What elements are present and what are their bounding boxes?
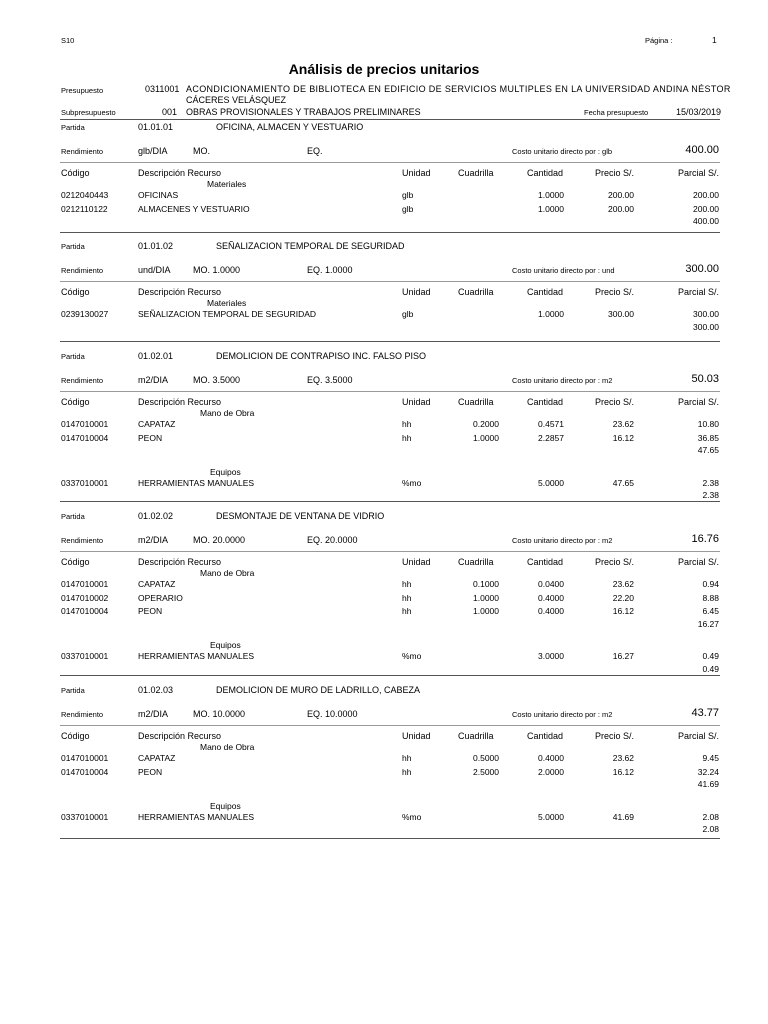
resource-description: OPERARIO — [138, 592, 183, 603]
mano-obra-rendimiento: MO. — [193, 146, 210, 156]
resource-parcial: 0.49 — [702, 651, 719, 661]
equipo-rendimiento: EQ. 20.0000 — [307, 535, 358, 545]
partida-label: Partida — [61, 512, 85, 521]
resource-cuadrilla: 0.2000 — [473, 419, 499, 429]
column-header-unidad: Unidad — [402, 168, 431, 178]
resource-group-name: Equipos — [210, 466, 241, 477]
fecha-label: Fecha presupuesto — [584, 108, 649, 117]
resource-precio: 200.00 — [608, 203, 634, 214]
resource-cantidad: 0.0400 — [538, 579, 564, 589]
column-header-unidad: Unidad — [402, 287, 431, 297]
resource-cuadrilla: 1.0000 — [473, 606, 499, 616]
resource-unit: hh — [402, 432, 412, 443]
column-header-unidad: Unidad — [402, 731, 431, 741]
mano-obra-rendimiento: MO. 20.0000 — [193, 535, 246, 545]
mano-obra-rendimiento: MO. 10.0000 — [193, 709, 246, 719]
resource-code: 0212110122 — [61, 203, 108, 214]
costo-unitario-label: Costo unitario directo por : und — [512, 266, 615, 275]
partida-label: Partida — [61, 123, 85, 132]
resource-cantidad: 0.4000 — [538, 592, 564, 603]
resource-description: PEON — [138, 432, 163, 443]
resource-group-name: Mano de Obra — [200, 742, 255, 752]
column-header-codigo: Código — [61, 557, 90, 567]
resource-precio: 23.62 — [612, 579, 634, 589]
column-header-parcial: Parcial S/. — [677, 168, 719, 178]
resource-description: SEÑALIZACION TEMPORAL DE SEGURIDAD — [138, 309, 317, 319]
resource-description: HERRAMIENTAS MANUALES — [138, 477, 255, 488]
resource-unit: hh — [402, 606, 412, 616]
resource-code: 0337010001 — [61, 477, 109, 488]
resource-description: CAPATAZ — [138, 753, 176, 763]
costo-unitario-value: 400.00 — [685, 144, 719, 156]
resource-precio: 200.00 — [608, 190, 634, 200]
resource-cantidad: 1.0000 — [538, 203, 564, 214]
group-subtotal: 41.69 — [697, 779, 719, 789]
group-subtotal: 300.00 — [693, 321, 719, 332]
resource-group-name: Mano de Obra — [200, 408, 255, 418]
resource-parcial: 200.00 — [693, 190, 719, 200]
resource-parcial: 2.38 — [702, 477, 719, 488]
column-header-cantidad: Cantidad — [527, 287, 564, 297]
resource-description: CAPATAZ — [138, 419, 176, 429]
partida-label: Partida — [61, 242, 85, 251]
rendimiento-unit: m2/DIA — [138, 535, 169, 545]
column-header-cantidad: Cantidad — [527, 731, 564, 741]
column-header-codigo: Código — [61, 168, 90, 178]
partida-code: 01.02.03 — [138, 685, 174, 695]
resource-precio: 41.69 — [612, 811, 634, 822]
partida-divider — [60, 341, 720, 342]
resource-cantidad: 1.0000 — [538, 190, 564, 200]
resource-cantidad: 0.4000 — [538, 753, 564, 763]
resource-precio: 22.20 — [612, 592, 634, 603]
group-subtotal: 400.00 — [693, 216, 719, 226]
resource-description: PEON — [138, 606, 163, 616]
rendimiento-label: Rendimiento — [61, 376, 104, 385]
fecha-value: 15/03/2019 — [676, 107, 722, 117]
group-subtotal: 2.38 — [702, 490, 719, 500]
column-header-cantidad: Cantidad — [527, 168, 564, 178]
resource-cuadrilla: 0.5000 — [473, 753, 499, 763]
resource-unit: glb — [402, 309, 414, 319]
resource-parcial: 8.88 — [702, 592, 719, 603]
resource-unit: hh — [402, 753, 412, 763]
equipo-rendimiento: EQ. — [307, 146, 323, 156]
resource-group-name: Materiales — [207, 298, 247, 308]
column-header-precio: Precio S/. — [595, 168, 635, 178]
resource-code: 0337010001 — [61, 811, 109, 822]
group-subtotal: 2.08 — [702, 824, 719, 834]
resource-unit: %mo — [402, 651, 422, 661]
resource-cuadrilla: 0.1000 — [473, 579, 499, 589]
column-header-parcial: Parcial S/. — [677, 287, 719, 297]
equipo-rendimiento: EQ. 10.0000 — [307, 709, 358, 719]
column-header-codigo: Código — [61, 397, 90, 407]
page-label: Página : — [645, 36, 673, 45]
resource-code: 0147010004 — [61, 766, 109, 777]
column-header-precio: Precio S/. — [595, 287, 635, 297]
partida-name: DESMONTAJE DE VENTANA DE VIDRIO — [216, 511, 385, 521]
rendimiento-divider — [60, 162, 720, 163]
resource-precio: 23.62 — [612, 419, 634, 429]
resource-unit: hh — [402, 579, 412, 589]
partida-code: 01.02.01 — [138, 351, 174, 361]
partida-label: Partida — [61, 686, 85, 695]
resource-group-name: Equipos — [210, 640, 241, 650]
resource-parcial: 10.80 — [697, 419, 719, 429]
resource-unit: hh — [402, 592, 412, 603]
column-header-precio: Precio S/. — [595, 397, 635, 407]
resource-parcial: 2.08 — [702, 811, 719, 822]
resource-parcial: 300.00 — [693, 309, 719, 319]
resource-code: 0337010001 — [61, 651, 109, 661]
costo-unitario-value: 43.77 — [691, 707, 719, 719]
resource-precio: 16.27 — [612, 651, 634, 661]
rendimiento-divider — [60, 391, 720, 392]
resource-code: 0212040443 — [61, 190, 109, 200]
presupuesto-label: Presupuesto — [61, 86, 104, 95]
rendimiento-unit: glb/DIA — [138, 146, 168, 156]
costo-unitario-value: 300.00 — [685, 263, 719, 275]
resource-cantidad: 2.2857 — [538, 432, 564, 443]
resource-cantidad: 0.4571 — [538, 419, 564, 429]
resource-group-name: Equipos — [210, 800, 241, 811]
resource-cuadrilla: 2.5000 — [473, 766, 499, 777]
subpresupuesto-label: Subpresupuesto — [61, 108, 116, 117]
resource-group-name: Mano de Obra — [200, 568, 255, 578]
rendimiento-divider — [60, 551, 720, 552]
rendimiento-unit: m2/DIA — [138, 375, 169, 385]
column-header-descripcion: Descripción Recurso — [138, 168, 222, 178]
partida-divider — [60, 675, 720, 676]
column-header-cuadrilla: Cuadrilla — [458, 731, 494, 741]
column-header-cantidad: Cantidad — [527, 557, 564, 567]
resource-description: HERRAMIENTAS MANUALES — [138, 651, 255, 661]
resource-description: ALMACENES Y VESTUARIO — [138, 203, 250, 214]
resource-unit: %mo — [402, 477, 422, 488]
page-number: 1 — [712, 35, 717, 45]
column-header-cuadrilla: Cuadrilla — [458, 557, 494, 567]
rendimiento-label: Rendimiento — [61, 147, 104, 156]
column-header-unidad: Unidad — [402, 397, 431, 407]
costo-unitario-label: Costo unitario directo por : glb — [512, 147, 613, 156]
rendimiento-divider — [60, 281, 720, 282]
group-subtotal: 47.65 — [697, 445, 719, 455]
resource-parcial: 9.45 — [702, 753, 719, 763]
costo-unitario-label: Costo unitario directo por : m2 — [512, 536, 613, 545]
partida-divider — [60, 232, 720, 233]
resource-cantidad: 1.0000 — [538, 309, 564, 319]
resource-unit: glb — [402, 203, 414, 214]
costo-unitario-label: Costo unitario directo por : m2 — [512, 710, 613, 719]
resource-parcial: 0.94 — [702, 579, 719, 589]
presupuesto-description-cont: CÁCERES VELÁSQUEZ — [186, 95, 287, 105]
partida-name: DEMOLICION DE MURO DE LADRILLO, CABEZA — [216, 685, 421, 695]
resource-code: 0147010002 — [61, 592, 109, 603]
partida-divider — [60, 838, 720, 839]
resource-description: HERRAMIENTAS MANUALES — [138, 811, 255, 822]
partida-divider — [60, 501, 720, 502]
column-header-parcial: Parcial S/. — [677, 731, 719, 741]
report-code: S10 — [61, 36, 75, 45]
rendimiento-divider — [60, 725, 720, 726]
resource-description: OFICINAS — [138, 190, 179, 200]
rendimiento-label: Rendimiento — [61, 536, 104, 545]
resource-parcial: 36.85 — [697, 432, 719, 443]
subpresupuesto-code: 001 — [162, 107, 178, 117]
presupuesto-code: 0311001 — [145, 84, 180, 94]
resource-code: 0239130027 — [61, 309, 109, 319]
resource-code: 0147010004 — [61, 606, 109, 616]
partida-name: SEÑALIZACION TEMPORAL DE SEGURIDAD — [216, 241, 405, 251]
resource-cuadrilla: 1.0000 — [473, 592, 499, 603]
costo-unitario-value: 16.76 — [691, 533, 719, 545]
costo-unitario-value: 50.03 — [691, 373, 719, 385]
resource-cantidad: 2.0000 — [538, 766, 564, 777]
column-header-codigo: Código — [61, 287, 90, 297]
partida-code: 01.02.02 — [138, 511, 174, 521]
resource-precio: 23.62 — [612, 753, 634, 763]
resource-unit: hh — [402, 419, 412, 429]
page-title: Análisis de precios unitarios — [288, 61, 480, 77]
resource-code: 0147010001 — [61, 579, 109, 589]
column-header-descripcion: Descripción Recurso — [138, 731, 222, 741]
column-header-descripcion: Descripción Recurso — [138, 557, 222, 567]
partida-code: 01.01.01 — [138, 122, 174, 132]
column-header-descripcion: Descripción Recurso — [138, 397, 222, 407]
column-header-descripcion: Descripción Recurso — [138, 287, 222, 297]
partida-code: 01.01.02 — [138, 241, 174, 251]
resource-cantidad: 5.0000 — [538, 811, 564, 822]
column-header-precio: Precio S/. — [595, 731, 635, 741]
rendimiento-label: Rendimiento — [61, 710, 104, 719]
resource-cuadrilla: 1.0000 — [473, 432, 499, 443]
resource-cantidad: 3.0000 — [538, 651, 564, 661]
resource-unit: %mo — [402, 811, 422, 822]
partida-label: Partida — [61, 352, 85, 361]
resource-description: PEON — [138, 766, 163, 777]
mano-obra-rendimiento: MO. 3.5000 — [193, 375, 241, 385]
resource-unit: hh — [402, 766, 412, 777]
rendimiento-unit: m2/DIA — [138, 709, 169, 719]
resource-parcial: 6.45 — [702, 606, 719, 616]
column-header-parcial: Parcial S/. — [677, 397, 719, 407]
column-header-cantidad: Cantidad — [527, 397, 564, 407]
rendimiento-unit: und/DIA — [138, 265, 171, 275]
mano-obra-rendimiento: MO. 1.0000 — [193, 265, 241, 275]
group-subtotal: 16.27 — [697, 618, 719, 629]
costo-unitario-label: Costo unitario directo por : m2 — [512, 376, 613, 385]
resource-group-name: Materiales — [207, 179, 247, 189]
header-divider — [60, 119, 720, 120]
partida-name: DEMOLICION DE CONTRAPISO INC. FALSO PISO — [216, 351, 427, 361]
subpresupuesto-description: OBRAS PROVISIONALES Y TRABAJOS PRELIMINARES — [186, 107, 421, 117]
resource-parcial: 32.24 — [697, 766, 719, 777]
column-header-codigo: Código — [61, 731, 90, 741]
column-header-parcial: Parcial S/. — [677, 557, 719, 567]
resource-code: 0147010004 — [61, 432, 109, 443]
column-header-cuadrilla: Cuadrilla — [458, 287, 494, 297]
partida-name: OFICINA, ALMACEN Y VESTUARIO — [216, 122, 364, 132]
resource-precio: 300.00 — [608, 309, 634, 319]
resource-description: CAPATAZ — [138, 579, 176, 589]
column-header-unidad: Unidad — [402, 557, 431, 567]
resource-precio: 16.12 — [612, 432, 634, 443]
equipo-rendimiento: EQ. 3.5000 — [307, 375, 353, 385]
equipo-rendimiento: EQ. 1.0000 — [307, 265, 353, 275]
column-header-cuadrilla: Cuadrilla — [458, 397, 494, 407]
resource-parcial: 200.00 — [693, 203, 719, 214]
resource-cantidad: 0.4000 — [538, 606, 564, 616]
resource-precio: 16.12 — [612, 766, 634, 777]
column-header-cuadrilla: Cuadrilla — [458, 168, 494, 178]
resource-precio: 47.65 — [612, 477, 634, 488]
rendimiento-label: Rendimiento — [61, 266, 104, 275]
resource-precio: 16.12 — [612, 606, 634, 616]
resource-code: 0147010001 — [61, 419, 109, 429]
resource-unit: glb — [402, 190, 414, 200]
column-header-precio: Precio S/. — [595, 557, 635, 567]
resource-cantidad: 5.0000 — [538, 477, 564, 488]
resource-code: 0147010001 — [61, 753, 109, 763]
presupuesto-description: ACONDICIONAMIENTO DE BIBLIOTECA EN EDIFICIO DE SERVICIOS MULTIPLES EN LA UNIVERSIDAD ANDINA NÉSTOR — [186, 84, 731, 94]
group-subtotal: 0.49 — [702, 663, 719, 674]
